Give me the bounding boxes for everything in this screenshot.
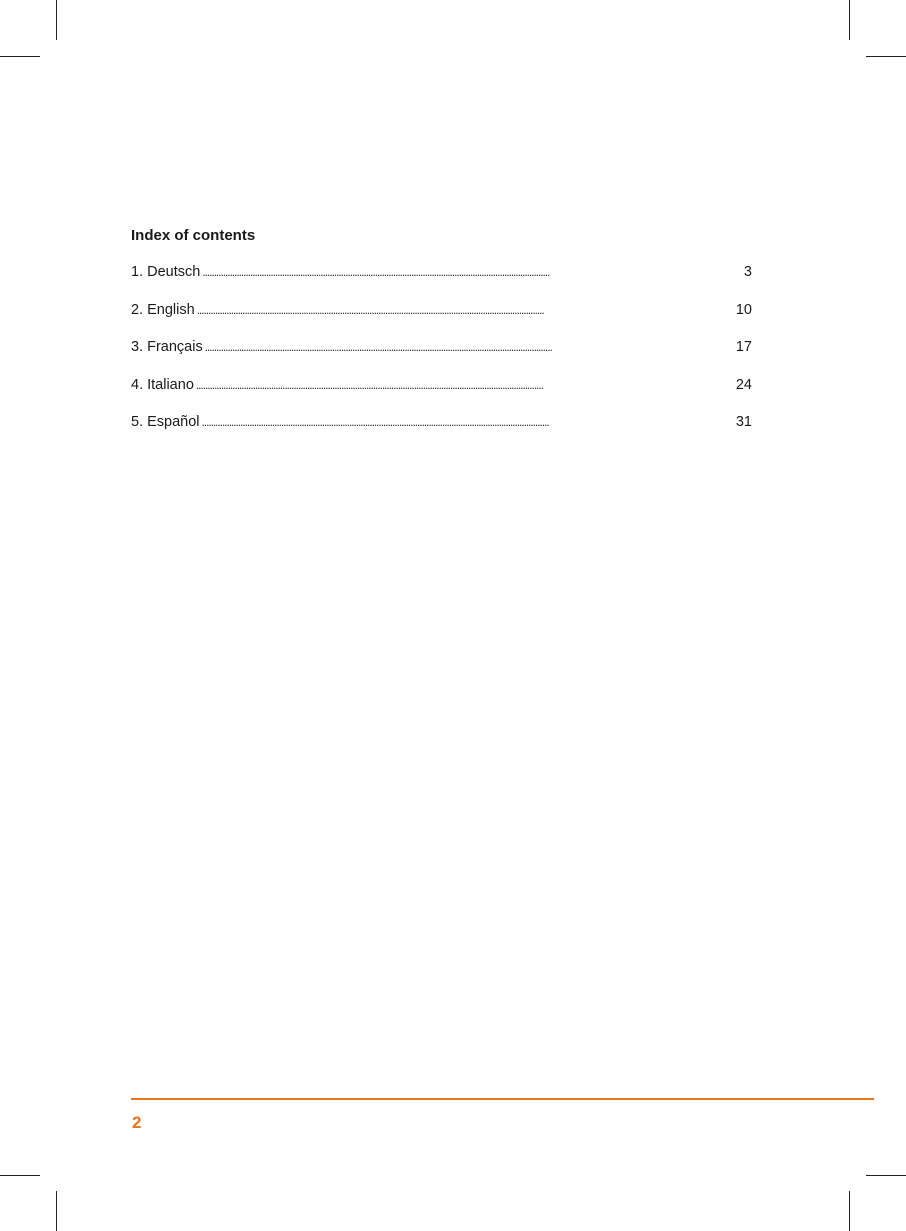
crop-mark-top-left-horizontal <box>0 56 40 57</box>
toc-entry-page: 31 <box>735 414 752 430</box>
toc-title: Index of contents <box>131 227 256 244</box>
toc-entry-francais[interactable] <box>131 337 752 375</box>
toc-entry-deutsch[interactable] <box>131 262 752 300</box>
footer-rule <box>131 1098 874 1100</box>
crop-mark-top-right-vertical <box>849 0 850 40</box>
toc-dot-leader <box>197 300 734 320</box>
crop-mark-bottom-right-horizontal <box>866 1175 906 1176</box>
table-of-contents <box>131 226 752 450</box>
toc-entry-label: 1. Deutsch <box>131 264 201 280</box>
toc-entry-page: 24 <box>735 376 752 393</box>
page-number: 2 <box>132 1113 142 1132</box>
toc-entry-label: 5. Español <box>131 414 200 430</box>
toc-dot-leader <box>196 375 734 395</box>
toc-entry-italiano[interactable] <box>131 375 752 413</box>
toc-dot-leader <box>202 262 742 282</box>
toc-entry-english[interactable] <box>131 300 752 338</box>
toc-list <box>131 262 752 450</box>
toc-dot-leader <box>202 412 734 432</box>
toc-entry-page: 3 <box>743 264 752 280</box>
toc-entry-label: 4. Italiano <box>131 376 194 393</box>
toc-entry-label: 2. English <box>131 301 195 318</box>
toc-entry-espanol[interactable] <box>131 412 752 450</box>
crop-mark-top-right-horizontal <box>866 56 906 57</box>
crop-mark-bottom-left-horizontal <box>0 1175 40 1176</box>
toc-entry-page: 10 <box>735 301 752 318</box>
crop-mark-bottom-right-vertical <box>849 1191 850 1231</box>
toc-entry-label: 3. Français <box>131 339 203 355</box>
toc-entry-page: 17 <box>735 339 752 355</box>
toc-dot-leader <box>205 337 734 357</box>
crop-mark-bottom-left-vertical <box>56 1191 57 1231</box>
crop-mark-top-left-vertical <box>56 0 57 40</box>
